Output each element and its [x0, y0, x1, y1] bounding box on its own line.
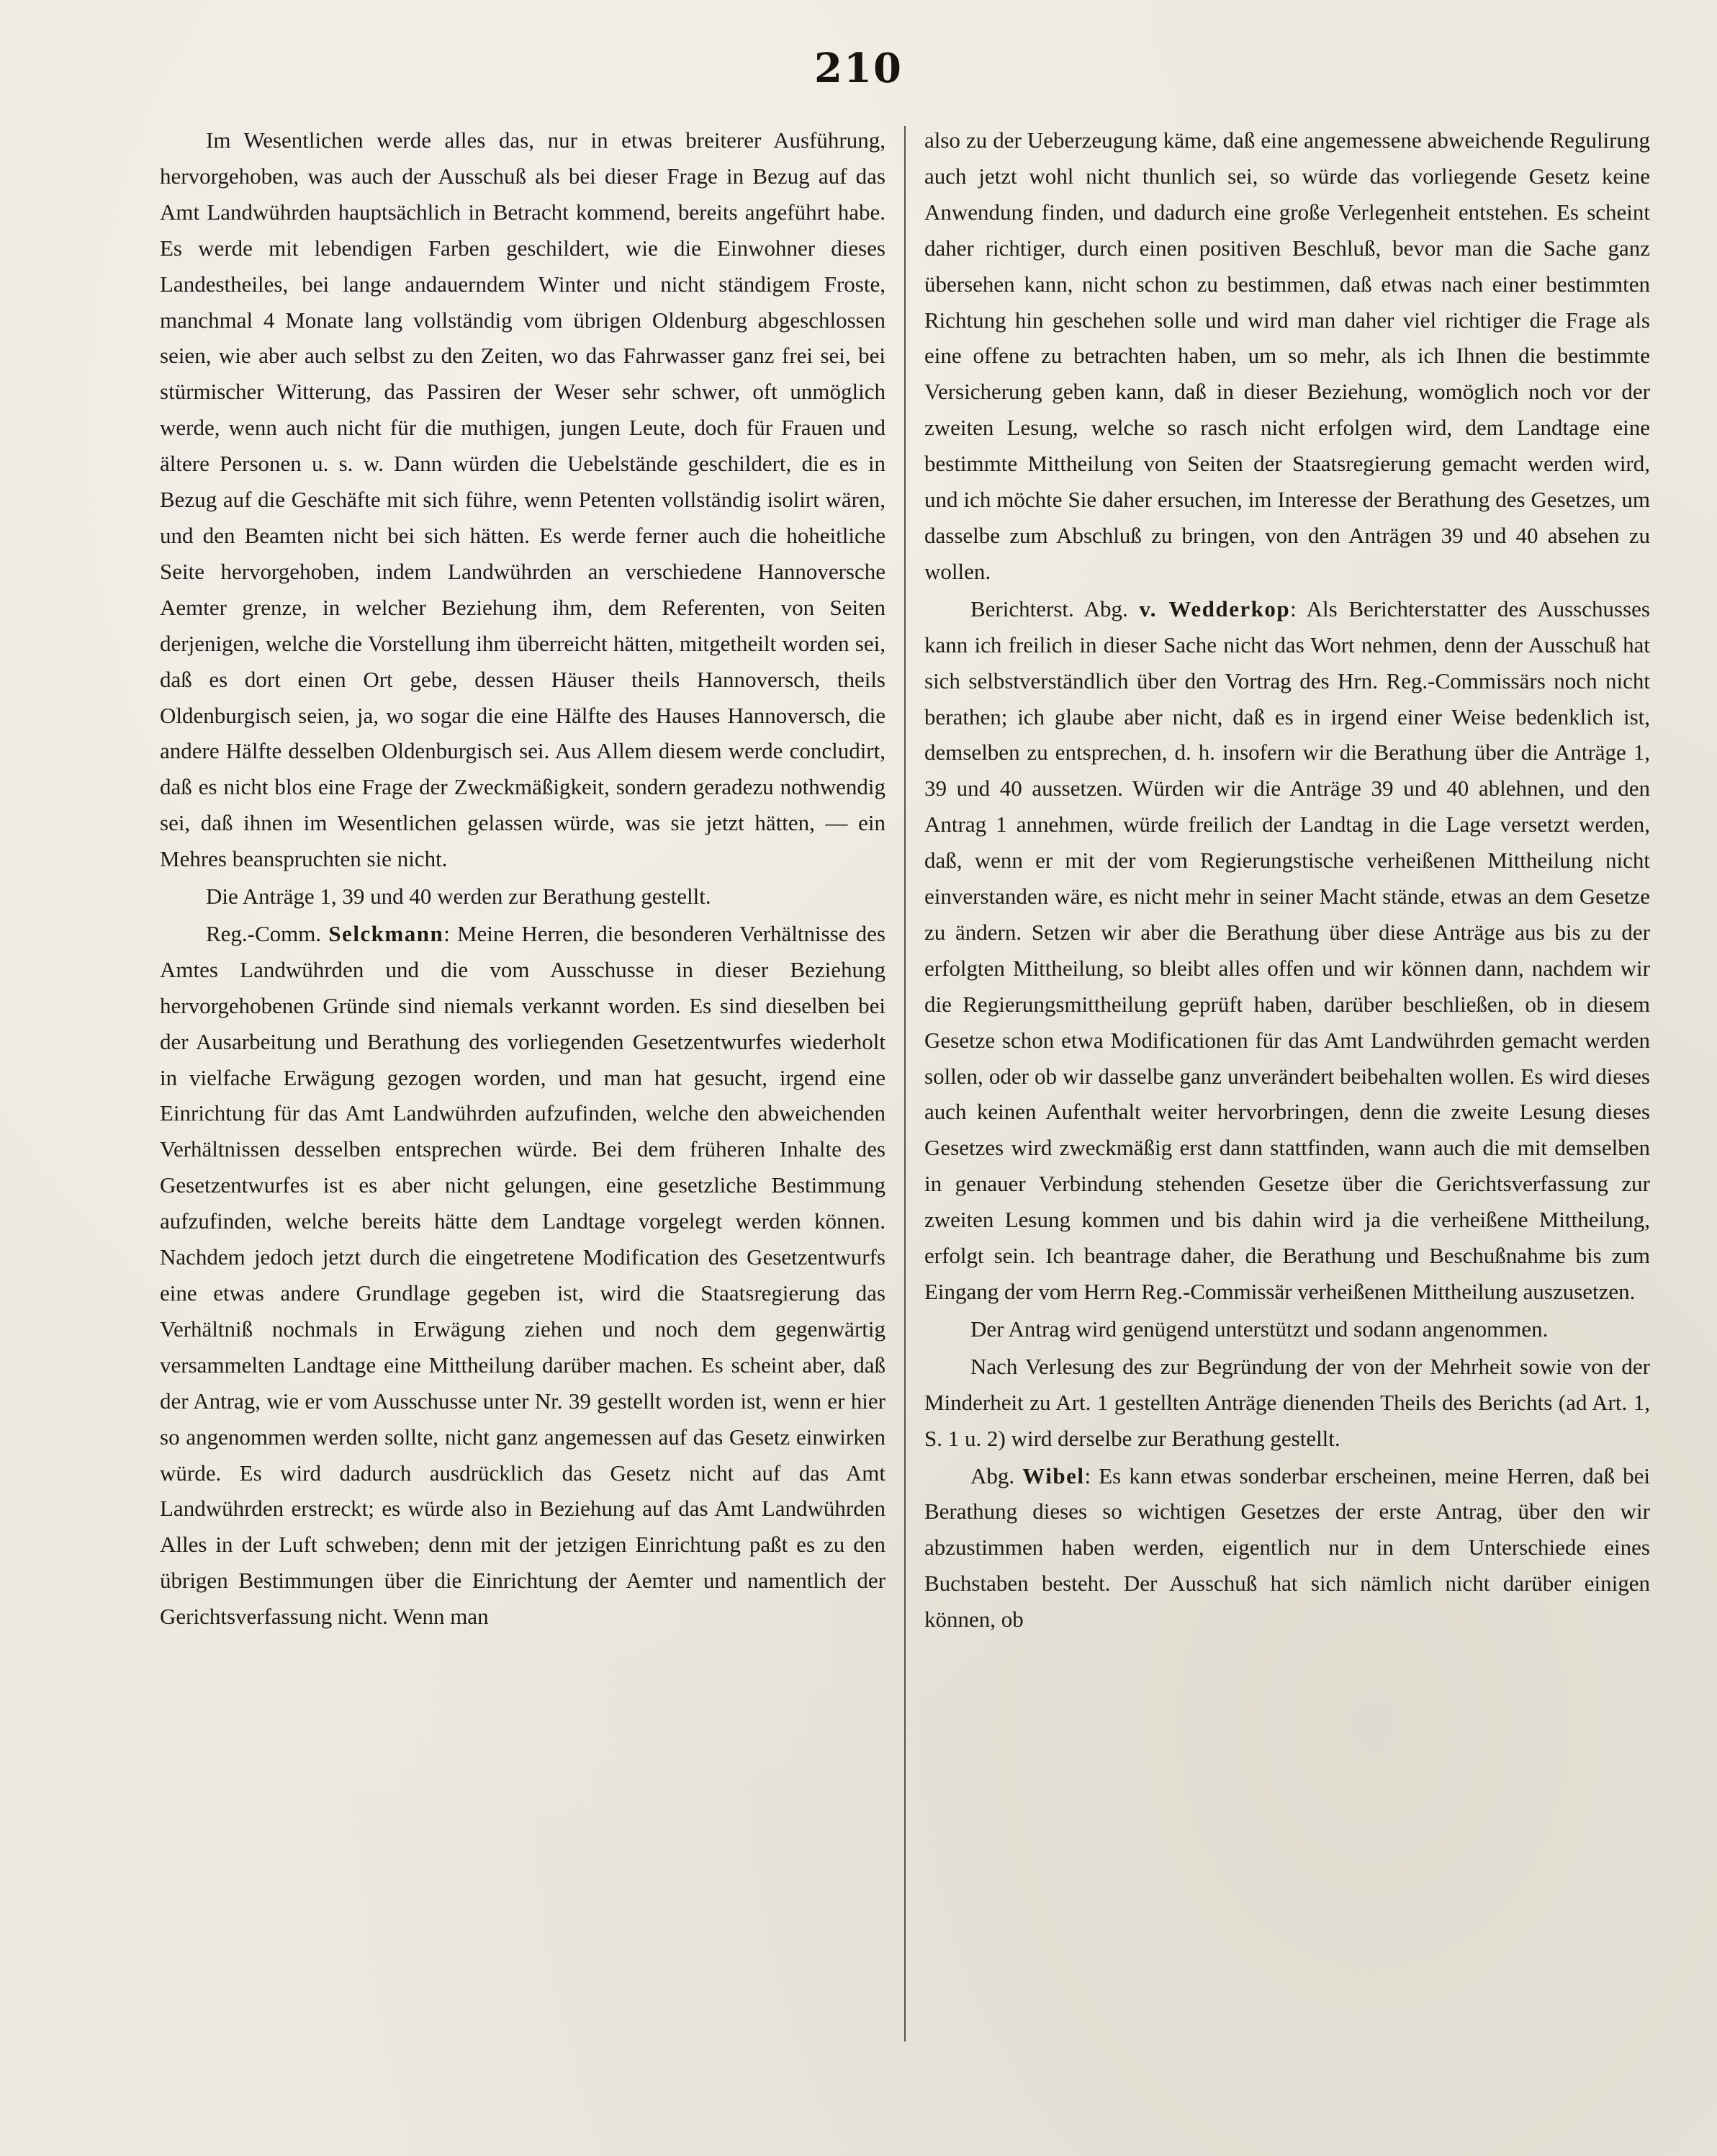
speaker-title: Reg.-Comm. [206, 920, 329, 946]
paragraph-p5 [924, 591, 1650, 1310]
speaker-name: Wibel [1022, 1463, 1085, 1488]
paragraph-p1 [160, 122, 885, 877]
left-column [160, 122, 885, 1636]
paragraph-text: : Es kann etwas sonderbar erscheinen, meine Herren, daß bei Berathung dieses so wichtigen Gesetzes der erste Antrag, über den wir abzustimmen haben werden, eigentlich nur in dem Unterschiede eines Buchstaben besteht. Der Ausschuß hat sich nämlich nicht darüber einigen können, ob [924, 1463, 1650, 1632]
paragraph-text: Die Anträge 1, 39 und 40 werden zur Berathung gestellt. [206, 884, 711, 909]
paragraph-text: : Meine Herren, die besonderen Verhältnisse des Amtes Landwührden und die vom Ausschusse in dieser Beziehung hervorgehobenen Gründe sind niemals verkannt worden. Es sind dieselben bei der Ausarbeitung und Berathung des vorliegenden Gesetzentwurfes wiederholt in vielfache Erwägung gezogen worden, und man hat gesucht, irgend eine Einrichtung für das Amt Landwührden aufzufinden, welche den abweichenden Verhältnissen desselben entsprechen würde. Bei dem früheren Inhalte des Gesetzentwurfes ist es aber nicht gelungen, eine gesetzliche Bestimmung aufzufinden, welche bereits hätte dem Landtage vorgelegt werden können. Nachdem jedoch jetzt durch die eingetretene Modification des Gesetzentwurfs eine etwas andere Grundlage gegeben ist, wird die Staatsregierung das Verhältniß nochmals in Erwägung ziehen und noch dem gegenwärtig versammelten Landtage eine Mittheilung darüber machen. Es scheint aber, daß der Antrag, wie er vom Ausschusse unter Nr. 39 gestellt worden ist, wenn er hier so angenommen werden sollte, nicht ganz angemessen auf das Gesetz einwirken würde. Es wird dadurch ausdrücklich das Gesetz nicht auf das Amt Landwührden erstreckt; es würde also in Beziehung auf das Amt Landwührden Alles in der Luft schweben; denn mit der jetzigen Einrichtung paßt es zu den übrigen Bestimmungen über die Einrichtung der Aemter und namentlich der Gerichtsverfassung nicht. Wenn man [160, 920, 885, 1630]
paragraph-p7 [924, 1349, 1650, 1457]
paragraph-p3 [160, 916, 885, 1635]
page-number: 210 [814, 45, 903, 92]
paragraph-text: also zu der Ueberzeugung käme, daß eine angemessene abweichende Regulirung auch jetzt wohl nicht thunlich sei, so würde das vorliegende Gesetz keine Anwendung finden, und dadurch eine große Verlegenheit entstehen. Es scheint daher richtiger, durch einen positiven Beschluß, bevor man die Sache ganz übersehen kann, nicht schon zu bestimmen, daß etwas nach einer bestimmten Richtung hin geschehen solle und wird man daher viel richtiger die Frage als eine offene zu betrachten haben, um so mehr, als ich Ihnen die bestimmte Versicherung geben kann, daß in dieser Beziehung, womöglich noch vor der zweiten Lesung, welche so rasch nicht erfolgen wird, dem Landtage eine bestimmte Mittheilung von Seiten der Staatsregierung gemacht werden wird, und ich möchte Sie daher ersuchen, im Interesse der Berathung des Gesetzes, um dasselbe zum Abschluß zu bringen, von den Anträgen 39 und 40 absehen zu wollen. [924, 127, 1650, 584]
column-divider [904, 126, 906, 2042]
speaker-title: Abg. [970, 1463, 1023, 1488]
paragraph-p6 [924, 1311, 1650, 1347]
speaker-title: Berichterst. Abg. [970, 596, 1140, 621]
paragraph-text: Nach Verlesung des zur Begründung der von der Mehrheit sowie von der Minderheit zu Art. 1 gestellten Anträge dienenden Theils des Berichts (ad Art. 1, S. 1 u. 2) wird derselbe zur Berathung gestellt. [924, 1353, 1650, 1451]
paragraph-p4 [924, 122, 1650, 590]
speaker-name: Selckmann [328, 920, 444, 946]
paragraph-text: : Als Berichterstatter des Ausschusses kann ich freilich in dieser Sache nicht das Wort nehmen, denn der Ausschuß hat sich selbstverständlich über den Vortrag des Hrn. Reg.-Commissärs noch nicht berathen; ich glaube aber nicht, daß es in irgend einer Weise bedenklich ist, demselben zu entsprechen, d. h. insofern wir die Berathung über die Anträge 1, 39 und 40 aussetzen. Würden wir die Anträge 39 und 40 ablehnen, und den Antrag 1 annehmen, würde freilich der Landtag in die Lage versetzt werden, daß, wenn er mit der vom Regierungstische verheißenen Mittheilung nicht einverstanden wäre, es nicht mehr in seiner Macht stände, etwas an dem Gesetze zu ändern. Setzen wir aber die Berathung über diese Anträge aus bis zu der erfolgten Mittheilung, so bleibt alles offen und wir können dann, nachdem wir die Regierungsmittheilung geprüft haben, darüber beschließen, ob in diesem Gesetze schon etwa Modificationen für das Amt Landwührden gemacht werden sollen, oder ob wir dasselbe ganz unverändert beibehalten wollen. Es wird dieses auch keinen Aufenthalt weiter hervorbringen, denn die zweite Lesung dieses Gesetzes wird zweckmäßig erst dann stattfinden, wann auch die mit demselben in genauer Verbindung stehenden Gesetze über die Gerichtsverfassung zur zweiten Lesung kommen und bis dahin wird ja die verheißene Mittheilung, erfolgt sein. Ich beantrage daher, die Berathung und Beschußnahme bis zum Eingang der vom Herrn Reg.-Commissär verheißenen Mittheilung auszusetzen. [924, 596, 1650, 1304]
paragraph-text: Im Wesentlichen werde alles das, nur in etwas breiterer Ausführung, hervorgehoben, was auch der Ausschuß als bei dieser Frage in Bezug auf das Amt Landwührden hauptsächlich in Betracht kommend, bereits angeführt habe. Es werde mit lebendigen Farben geschildert, wie die Einwohner dieses Landestheiles, bei lange andauerndem Winter und nicht ständigem Froste, manchmal 4 Monate lang vollständig vom übrigen Oldenburg abgeschlossen seien, wie aber auch selbst zu den Zeiten, wo das Fahrwasser ganz frei sei, bei stürmischer Witterung, das Passiren der Weser sehr schwer, oft unmöglich werde, wenn auch nicht für die muthigen, jungen Leute, doch für Frauen und ältere Personen u. s. w. Dann würden die Uebelstände geschildert, die es in Bezug auf die Geschäfte mit sich führe, wenn Petenten vollständig isolirt wären, und den Beamten nicht bei sich hätten. Es werde ferner auch die hoheitliche Seite hervorgehoben, indem Landwührden an verschiedene Hannoversche Aemter grenze, in welcher Beziehung ihm, dem Referenten, von Seiten derjenigen, welche die Vorstellung ihm überreicht hätten, mitgetheilt worden sei, daß es dort einen Ort gebe, dessen Häuser theils Hannoversch, theils Oldenburgisch seien, ja, wo sogar die eine Hälfte des Hauses Hannoversch, die andere Hälfte desselben Oldenburgisch sei. Aus Allem diesem werde concludirt, daß es nicht blos eine Frage der Zweckmäßigkeit, sondern geradezu nothwendig sei, daß ihnen im Wesentlichen gelassen würde, was sie jetzt hätten, — ein Mehres beanspruchten sie nicht. [160, 127, 885, 872]
right-column [924, 122, 1650, 1639]
paragraph-text: Der Antrag wird genügend unterstützt und sodann angenommen. [970, 1316, 1549, 1342]
paragraph-p2 [160, 879, 885, 915]
paragraph-p8 [924, 1458, 1650, 1638]
speaker-name: v. Wedderkop [1139, 596, 1291, 621]
